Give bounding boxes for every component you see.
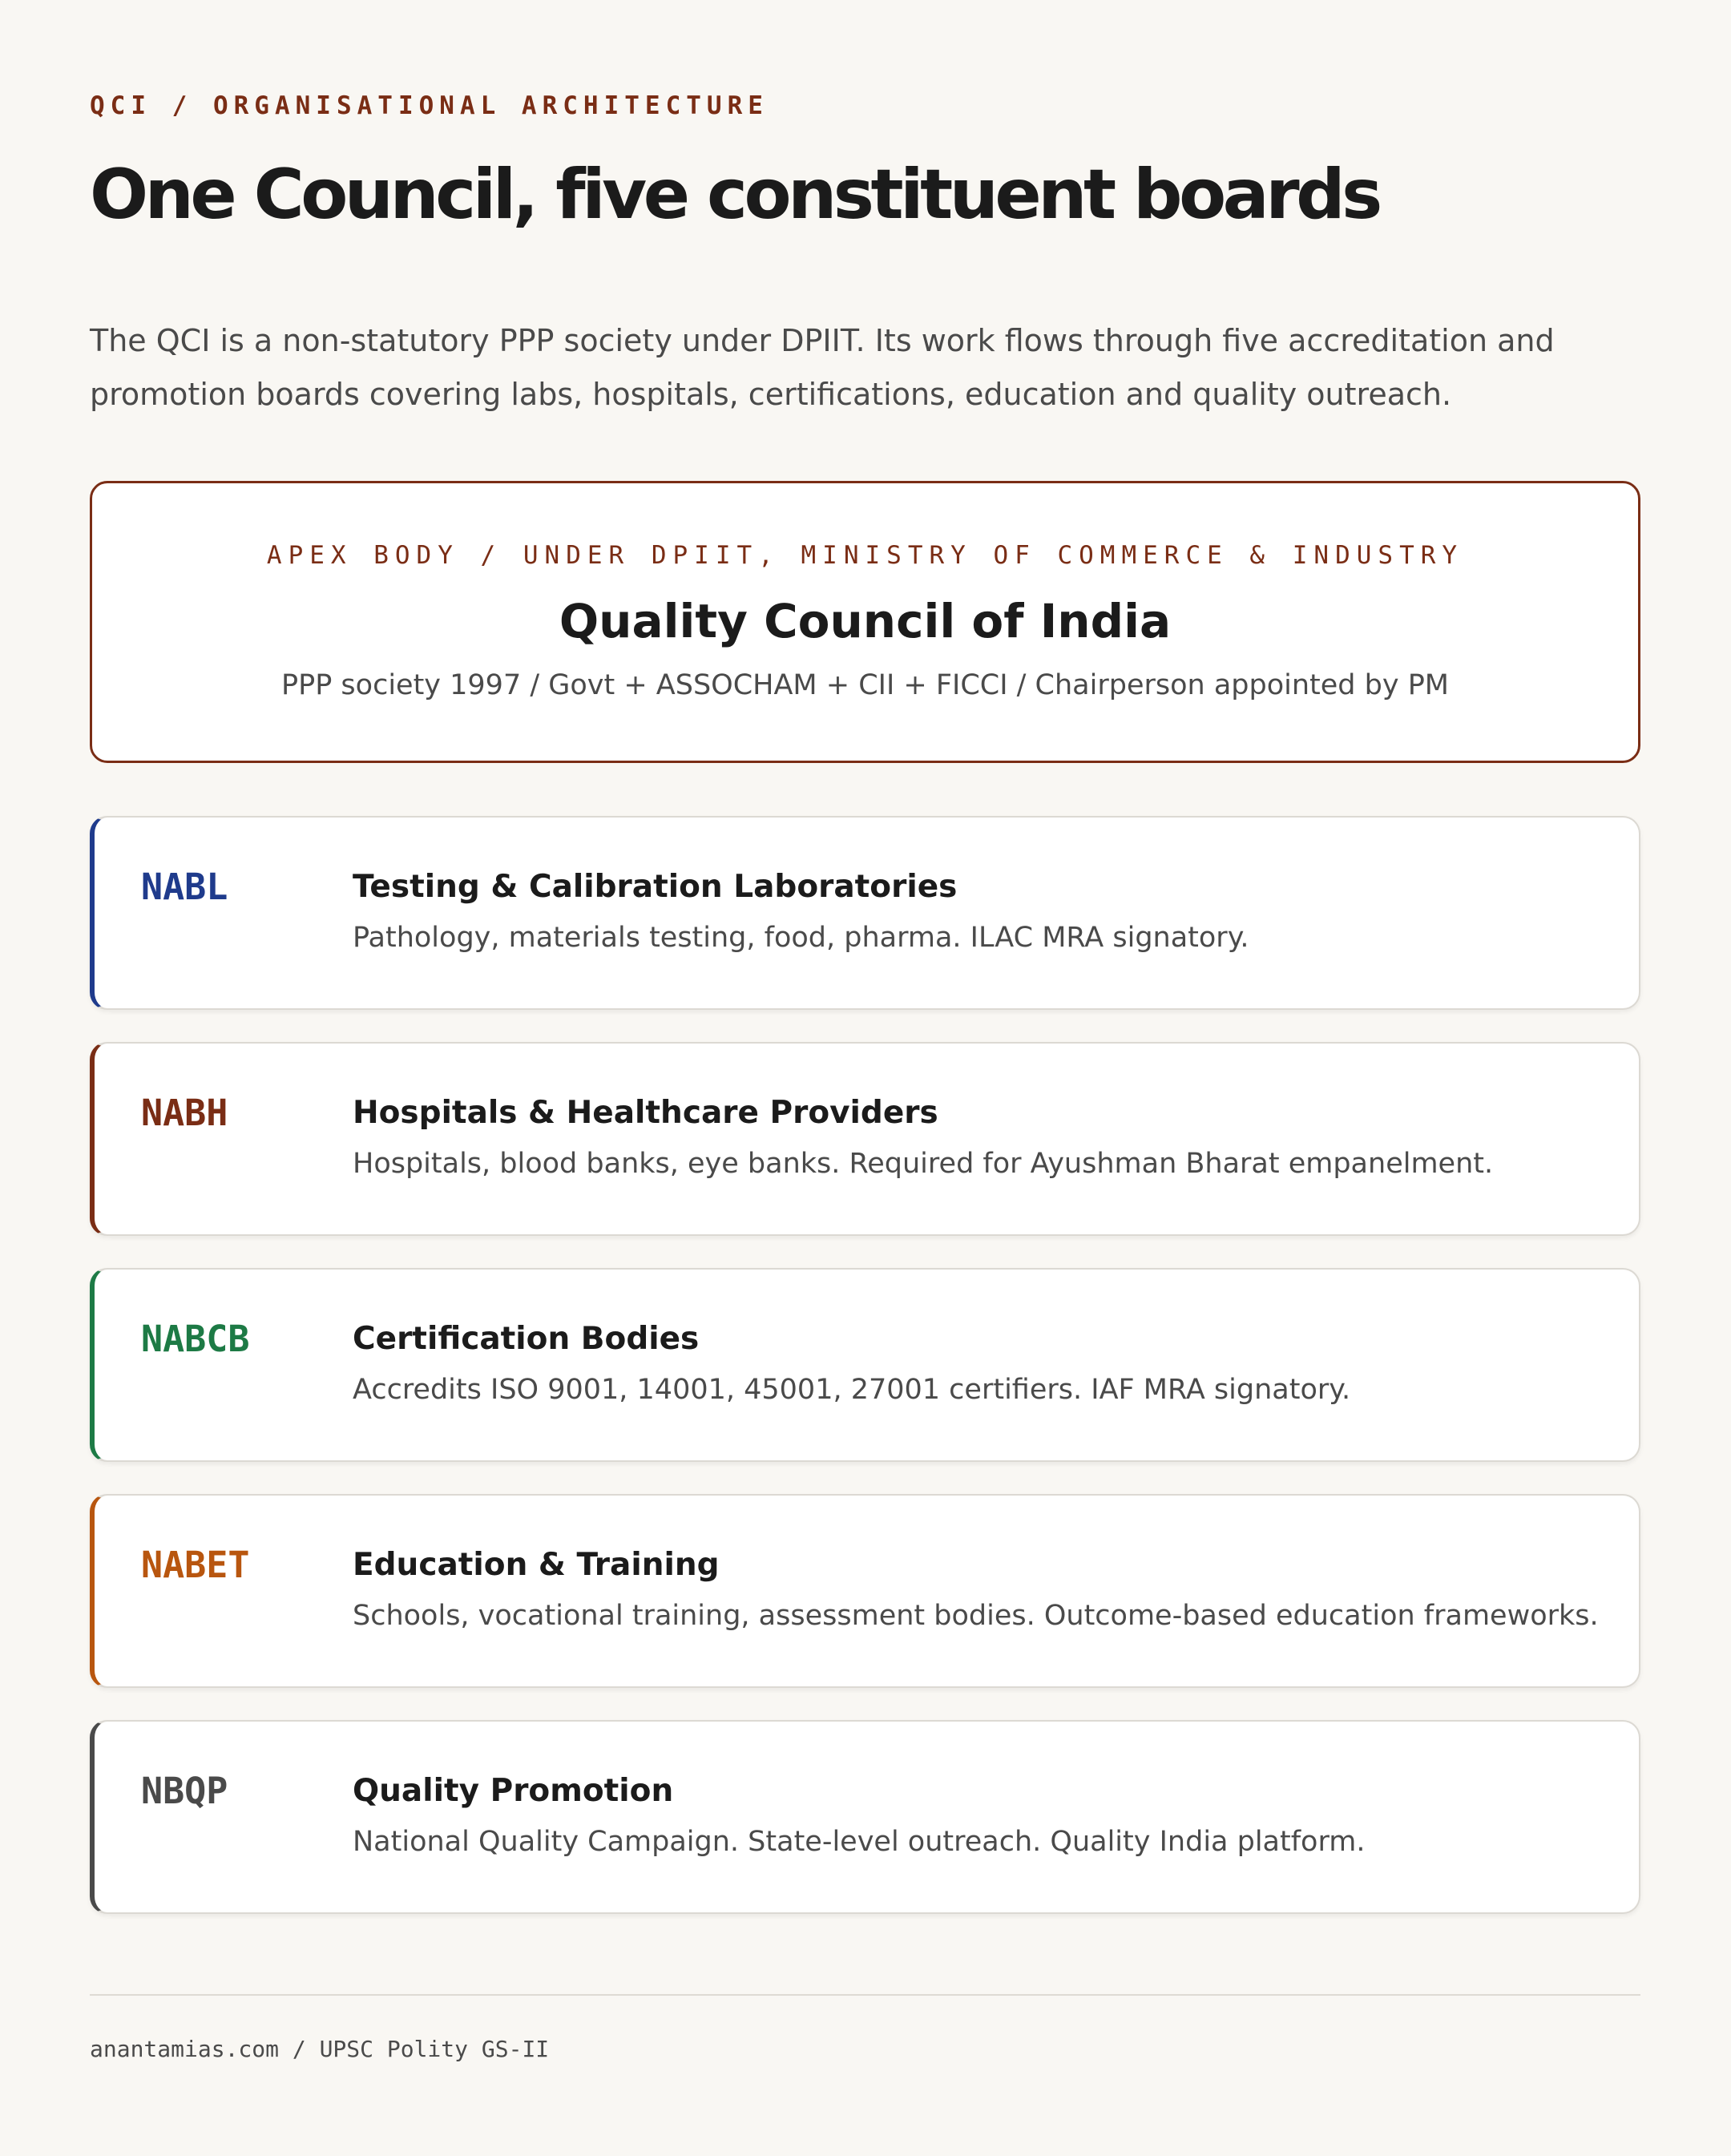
board-name: Certification Bodies: [353, 1321, 700, 1357]
footer-divider: [90, 1994, 1640, 1996]
board-name: Testing & Calibration Laboratories: [353, 869, 958, 905]
board-description: Hospitals, blood banks, eye banks. Required for Ayushman Bharat empanelment.: [353, 1148, 1494, 1180]
board-card-nabcb: [90, 1268, 1640, 1462]
board-description: National Quality Campaign. State-level outreach. Quality India platform.: [353, 1826, 1366, 1858]
board-card-nbqp: [90, 1720, 1640, 1914]
board-code: NABET: [141, 1544, 250, 1586]
board-code: NBQP: [141, 1770, 228, 1812]
board-code: NABL: [141, 866, 228, 908]
apex-kicker: APEX BODY / UNDER DPIIT, MINISTRY OF COMMERCE & INDUSTRY: [266, 541, 1464, 570]
board-description: Accredits ISO 9001, 14001, 45001, 27001 certifiers. IAF MRA signatory.: [353, 1374, 1351, 1406]
board-description: Pathology, materials testing, food, pharma. ILAC MRA signatory.: [353, 922, 1249, 954]
board-name: Hospitals & Healthcare Providers: [353, 1095, 938, 1131]
eyebrow: QCI / ORGANISATIONAL ARCHITECTURE: [90, 91, 769, 120]
page-title: One Council, five constituent boards: [90, 155, 1379, 235]
footer-credit: anantamias.com / UPSC Polity GS-II: [90, 2036, 550, 2062]
apex-subtitle: PPP society 1997 / Govt + ASSOCHAM + CII + FICCI / Chairperson appointed by PM: [280, 669, 1449, 701]
board-name: Education & Training: [353, 1547, 720, 1583]
board-code: NABCB: [141, 1318, 250, 1360]
lede-paragraph: The QCI is a non-statutory PPP society under DPIIT. Its work flows through five accreditation and promotion boards covering labs, hospitals, certifications, education and quality outreach.: [90, 323, 1555, 412]
apex-body-card: [90, 481, 1640, 763]
board-card-nabet: [90, 1494, 1640, 1688]
board-description: Schools, vocational training, assessment bodies. Outcome-based education frameworks.: [353, 1600, 1599, 1632]
board-card-nabl: [90, 816, 1640, 1010]
apex-title: Quality Council of India: [559, 594, 1172, 648]
board-name: Quality Promotion: [353, 1773, 674, 1809]
board-code: NABH: [141, 1092, 228, 1134]
boards-list: [90, 816, 1640, 1946]
board-card-nabh: [90, 1042, 1640, 1236]
